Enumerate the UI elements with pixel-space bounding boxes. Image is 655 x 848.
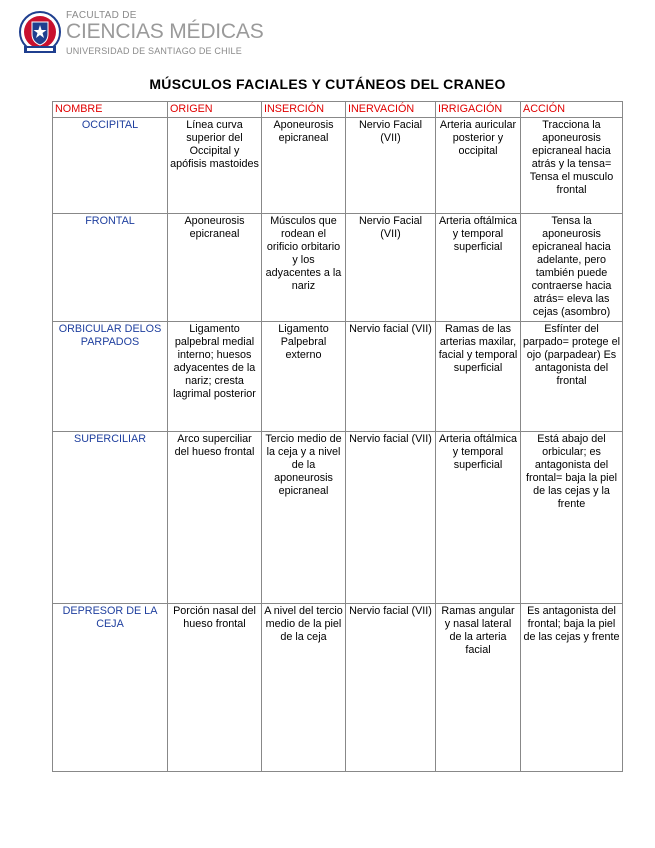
origin-cell: Aponeurosis epicraneal — [168, 214, 262, 322]
faculty-label: FACULTAD DE — [66, 10, 137, 21]
muscle-name: FRONTAL — [53, 214, 168, 322]
action-cell: Es antagonista del frontal; baja la piel de las cejas y frente — [521, 604, 623, 772]
university-name: UNIVERSIDAD DE SANTIAGO DE CHILE — [66, 46, 242, 56]
document-title: MÚSCULOS FACIALES Y CUTÁNEOS DEL CRANEO — [149, 76, 506, 92]
insertion-cell: Tercio medio de la ceja y a nivel de la aponeurosis epicraneal — [262, 432, 346, 604]
origin-cell: Ligamento palpebral medial interno; huesos adyacentes de la nariz; cresta lagrimal posterior — [168, 322, 262, 432]
faculty-header — [18, 8, 278, 62]
innervation-cell: Nervio Facial (VII) — [346, 118, 436, 214]
insertion-cell: Músculos que rodean el orificio orbitario y los adyacentes a la nariz — [262, 214, 346, 322]
faculty-name: CIENCIAS MÉDICAS — [66, 20, 264, 43]
table-row — [53, 118, 623, 214]
innervation-cell: Nervio Facial (VII) — [346, 214, 436, 322]
table-header-row — [53, 102, 623, 118]
column-header-irrigacion: IRRIGACIÓN — [436, 102, 521, 118]
irrigation-cell: Arteria auricular posterior y occipital — [436, 118, 521, 214]
action-cell: Tensa la aponeurosis epicraneal hacia adelante, pero también puede contraerse hacia atrás= eleva las cejas (asombro) — [521, 214, 623, 322]
innervation-cell: Nervio facial (VII) — [346, 322, 436, 432]
origin-cell: Línea curva superior del Occipital y apófisis mastoides — [168, 118, 262, 214]
irrigation-cell: Ramas de las arterias maxilar, facial y temporal superficial — [436, 322, 521, 432]
action-cell: Está abajo del orbicular; es antagonista del frontal= baja la piel de las cejas y la frente — [521, 432, 623, 604]
column-header-nombre: NOMBRE — [53, 102, 168, 118]
action-cell: Esfínter del parpado= protege el ojo (parpadear) Es antagonista del frontal — [521, 322, 623, 432]
table-row — [53, 214, 623, 322]
column-header-inervacion: INERVACIÓN — [346, 102, 436, 118]
origin-cell: Porción nasal del hueso frontal — [168, 604, 262, 772]
column-header-origen: ORIGEN — [168, 102, 262, 118]
innervation-cell: Nervio facial (VII) — [346, 604, 436, 772]
innervation-cell: Nervio facial (VII) — [346, 432, 436, 604]
muscle-name: SUPERCILIAR — [53, 432, 168, 604]
muscle-name: OCCIPITAL — [53, 118, 168, 214]
table-row — [53, 432, 623, 604]
university-seal-icon — [18, 10, 62, 56]
table-row — [53, 322, 623, 432]
column-header-accion: ACCIÓN — [521, 102, 623, 118]
insertion-cell: Ligamento Palpebral externo — [262, 322, 346, 432]
action-cell: Tracciona la aponeurosis epicraneal hacia atrás y la tensa= Tensa el musculo frontal — [521, 118, 623, 214]
table-row — [53, 604, 623, 772]
insertion-cell: Aponeurosis epicraneal — [262, 118, 346, 214]
muscles-table — [52, 101, 623, 772]
muscle-name: ORBICULAR DELOS PARPADOS — [53, 322, 168, 432]
muscle-name: DEPRESOR DE LA CEJA — [53, 604, 168, 772]
insertion-cell: A nivel del tercio medio de la piel de la ceja — [262, 604, 346, 772]
irrigation-cell: Arteria oftálmica y temporal superficial — [436, 214, 521, 322]
irrigation-cell: Arteria oftálmica y temporal superficial — [436, 432, 521, 604]
column-header-insercion: INSERCIÓN — [262, 102, 346, 118]
origin-cell: Arco superciliar del hueso frontal — [168, 432, 262, 604]
irrigation-cell: Ramas angular y nasal lateral de la arteria facial — [436, 604, 521, 772]
